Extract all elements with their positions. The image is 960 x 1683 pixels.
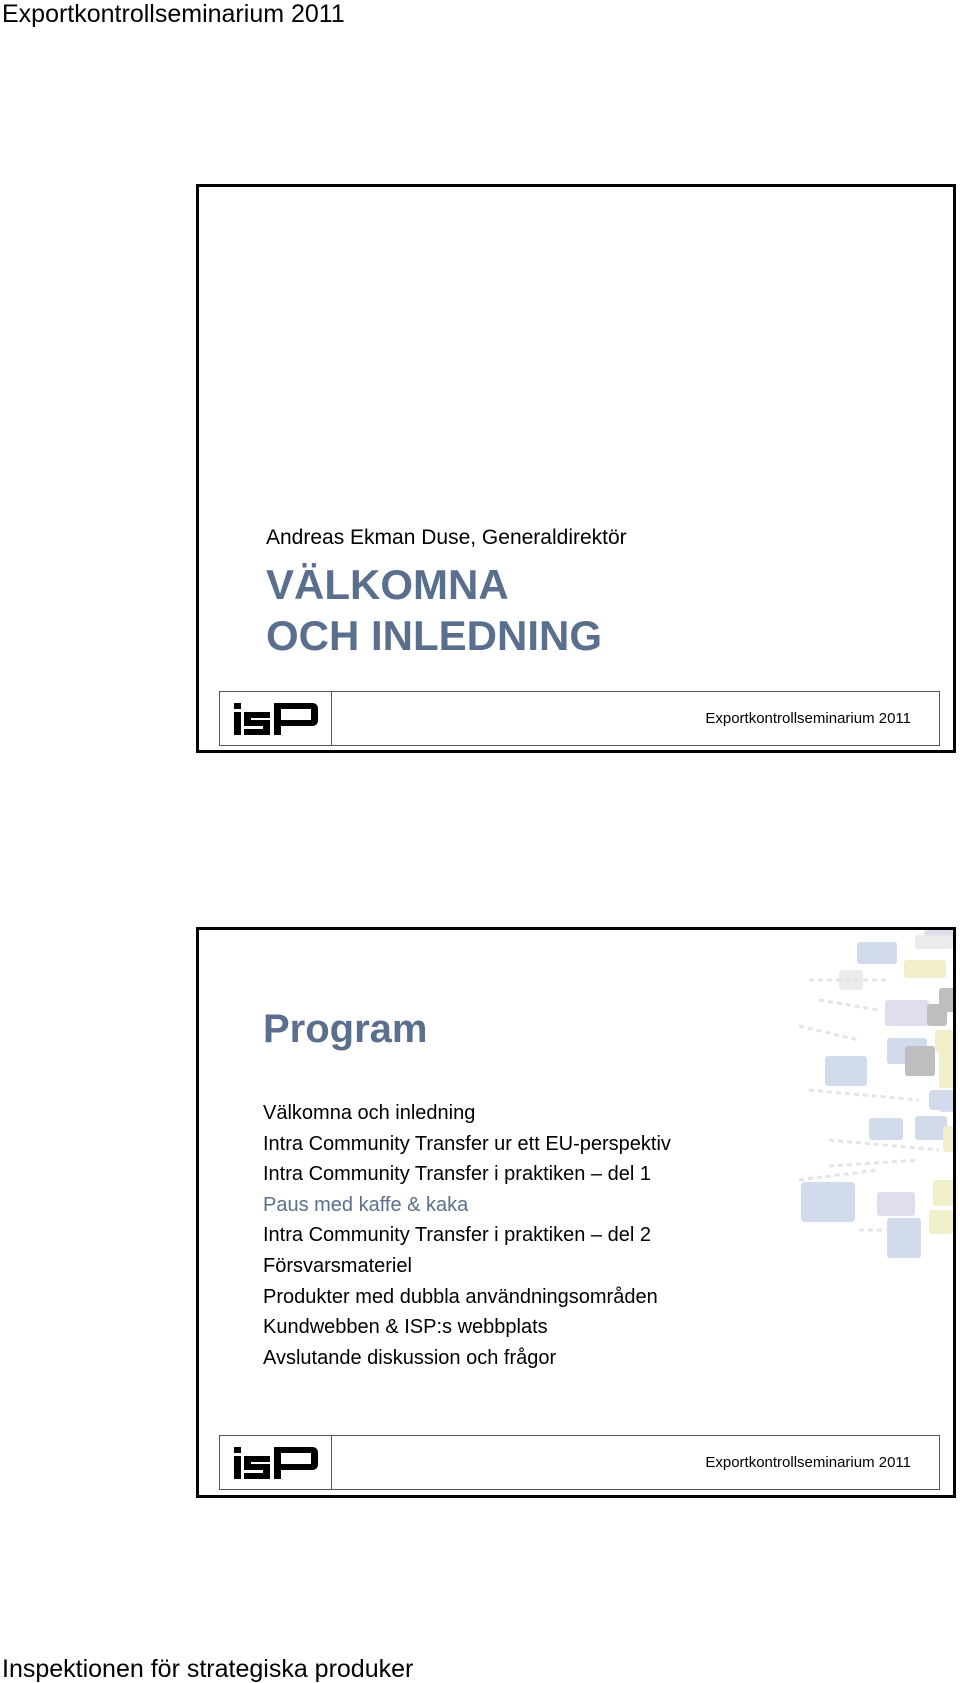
program-item: Kundwebben & ISP:s webbplats [263, 1316, 548, 1339]
program-item: Välkomna och inledning [263, 1102, 476, 1124]
program-item: Produkter med dubbla användningsområden [263, 1285, 658, 1308]
slide-title-line-2: OCH INLEDNING [266, 612, 602, 659]
program-item: Försvarsmateriel [263, 1254, 412, 1277]
slide-title-line-1: VÄLKOMNA [266, 561, 509, 608]
slide-footer-text: Exportkontrollseminarium 2011 [705, 710, 911, 727]
slide-footer-bar [219, 691, 940, 746]
slide-program [196, 927, 956, 1498]
page-header: Exportkontrollseminarium 2011 [2, 0, 345, 28]
program-list [263, 1098, 671, 1373]
presenter-name: Andreas Ekman Duse, Generaldirektör [266, 526, 627, 549]
program-item: Intra Community Transfer i praktiken – del 2 [263, 1224, 651, 1247]
isp-logo [220, 1436, 332, 1489]
program-item: Avslutande diskussion och frågor [263, 1346, 557, 1369]
slide-title: Program [263, 1007, 428, 1051]
isp-logo [220, 692, 332, 745]
isp-logo-icon [234, 1447, 318, 1479]
process-diagram-decoration [739, 930, 956, 1260]
slide-title [266, 559, 602, 661]
program-item: Intra Community Transfer i praktiken – del 1 [263, 1163, 651, 1186]
program-item: Intra Community Transfer ur ett EU-perspektiv [263, 1132, 671, 1155]
isp-logo-icon [234, 703, 318, 735]
slide-footer-bar [219, 1435, 940, 1490]
slide-footer-text: Exportkontrollseminarium 2011 [705, 1454, 911, 1471]
slide-welcome [196, 184, 956, 753]
page-footer: Inspektionen för strategiska produker [2, 1655, 414, 1683]
program-item: Paus med kaffe & kaka [263, 1193, 469, 1216]
